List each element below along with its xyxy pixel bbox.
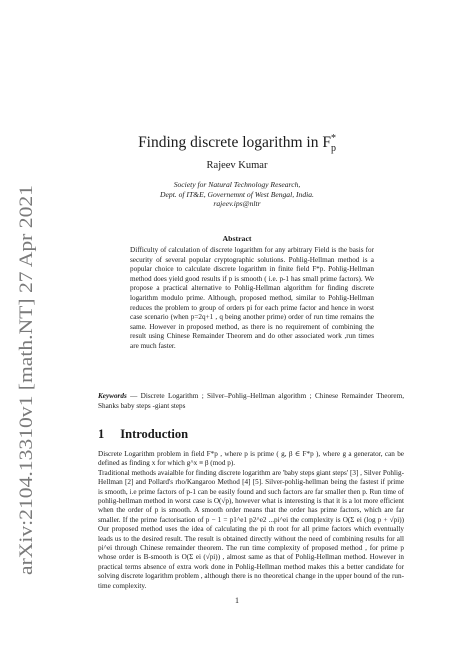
- paper-title-sup: *: [330, 133, 336, 144]
- abstract-body: [130, 246, 374, 352]
- intro-paragraph-1: Discrete Logarithm problem in field F*p , where p is prime ( g, β ∈ F*p ), where g a generator, can be defined as finding x for which g^x ≡ β (mod p).: [98, 450, 404, 468]
- page-number: 1: [235, 596, 239, 605]
- section-title: Introduction: [120, 427, 189, 441]
- paper-title-text: Finding discrete logarithm in F: [138, 134, 331, 152]
- author-affiliation: [0, 180, 474, 209]
- keywords-text: — Discrete Logarithm ; Silver–Pohlig–Hellman algorithm ; Chinese Remainder Theorem, Shanks baby steps -giant steps: [98, 392, 405, 410]
- abstract-heading: Abstract: [222, 234, 252, 243]
- affiliation-line-1: Society for Natural Technology Research,: [173, 180, 301, 189]
- affiliation-line-2: Dept. of IT&E, Governemnt of West Bengal, India.: [160, 189, 314, 199]
- section-heading-introduction: [98, 427, 188, 442]
- author-name: Rajeev Kumar: [206, 160, 268, 171]
- keywords-label: Keywords: [98, 392, 127, 400]
- paper-title-sub: p: [330, 143, 336, 155]
- affiliation-email: rajeev.ips@nltr: [213, 199, 261, 209]
- abstract-text: Difficulty of calculation of discrete logarithm for any arbitrary Field is the basis for security of several popular cryptographic solutions. Pohlig-Hellman method is a popular choice to calculate discrete logarithm in finite field F*p. Pohlig-Hellman method does yield good results if p is smooth ( i.e. p-1 has small prime factors). We propose a practical alternative to Pohlig-Hellman algorithm for finding discrete logarithm modulo prime. Although, proposed method, similar to Pohlig-Hellman reduces the problem to group of orders pi for each prime factor and hence in worst case scenario (when p=2q+1 , q being another prime) order of run time remains the same. However in proposed method, as there is no requirement of combining the result using Chinese Remainder Theorem and do other associated work ,run times are much faster.: [130, 246, 374, 350]
- arxiv-identifier-text: arXiv:2104.13310v1 [math.NT] 27 Apr 2021: [17, 241, 37, 575]
- keywords: [98, 392, 404, 411]
- section-number: 1: [98, 427, 105, 441]
- introduction-body: [98, 450, 404, 591]
- intro-paragraph-2: Traditional methods avaialble for finding discrete logarithm are 'baby steps giant steps' [3] , Silver Pohlig-Hellman [2] and Pollard's rho/Kangaroo Method [4] [5]. Silver-pohlig-hellman being the fastest if prime is smooth, i.e prime factors of p-1 can be easily found and such factors are far smaller then p. Run time of pohlig-hellman method in worst case is O(√p), however what is interesting is that it is a lot more efficient when the order of p is smooth. A smooth order means that the order has prime factors, which are far smaller. If the prime factorisation of p − 1 = p1^e1 p2^e2 ...pi^ei the complexity is O(Σ ei (log p + √pi)) Our proposed method uses the idea of calculating the pi th root for all prime factors which eventually leads us to the desired result. The result is obtained directly without the need of combining results for all pi^ei through Chinese remainder theorem. The run time complexity of proposed method , for prime p whose order is B-smooth is O(Σ ei (√pi)) , almost same as that of Pohlig-Hellman method. However in practical terms absence of extra work done in Pohlig-Hellman method makes this a better candidate for solving discrete logarithm problem , although there is no theoretical change in the upper bound of the run-time complexity.: [98, 468, 404, 590]
- paper-title: [0, 130, 474, 158]
